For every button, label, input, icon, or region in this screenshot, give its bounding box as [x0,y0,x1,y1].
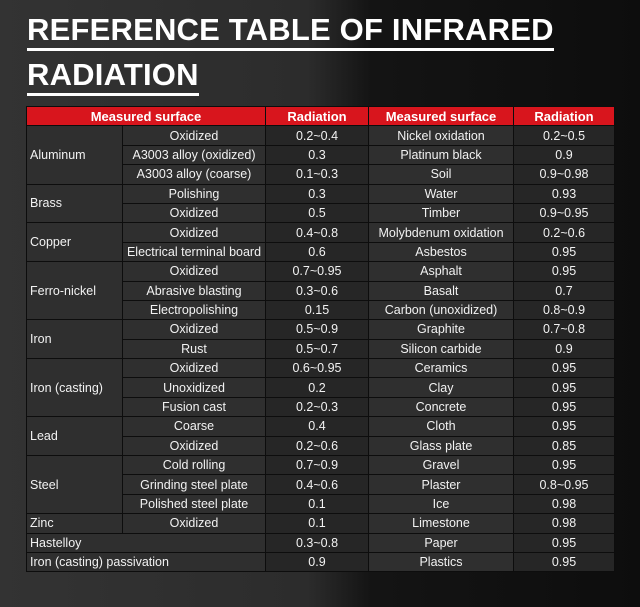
surface-cell: Limestone [369,514,514,533]
surface-cell: Oxidized [123,126,266,145]
surface-cell: Coarse [123,417,266,436]
radiation-cell: 0.1~0.3 [266,165,369,184]
radiation-cell: 0.9 [514,145,615,164]
surface-cell: Abrasive blasting [123,281,266,300]
material-cell: Ferro-nickel [27,262,123,320]
surface-cell: Glass plate [369,436,514,455]
radiation-cell: 0.3 [266,145,369,164]
material-cell: Aluminum [27,126,123,184]
surface-cell: Clay [369,378,514,397]
radiation-cell: 0.2~0.6 [514,223,615,242]
radiation-cell: 0.9 [514,339,615,358]
header-measured-surface-right: Measured surface [369,107,514,126]
radiation-cell: 0.95 [514,456,615,475]
radiation-reference-table [26,106,615,572]
radiation-cell: 0.95 [514,552,615,571]
surface-cell: Electrical terminal board [123,242,266,261]
radiation-cell: 0.4 [266,417,369,436]
radiation-cell: 0.7~0.8 [514,320,615,339]
radiation-cell: 0.5~0.9 [266,320,369,339]
material-cell: Brass [27,184,123,223]
page-title [27,10,554,100]
surface-cell: Grinding steel plate [123,475,266,494]
radiation-cell: 0.3~0.8 [266,533,369,552]
material-cell: Copper [27,223,123,262]
radiation-cell: 0.2~0.3 [266,397,369,416]
radiation-cell: 0.98 [514,494,615,513]
table-row [27,184,615,203]
header-radiation-right: Radiation [514,107,615,126]
radiation-cell: 0.3~0.6 [266,281,369,300]
radiation-cell: 0.95 [514,242,615,261]
surface-cell: Platinum black [369,145,514,164]
surface-cell: Cloth [369,417,514,436]
radiation-cell: 0.3 [266,184,369,203]
table-row [27,514,615,533]
table-row [27,320,615,339]
surface-cell: Oxidized [123,203,266,222]
surface-cell: Carbon (unoxidized) [369,300,514,319]
material-cell: Iron [27,320,123,359]
table-row [27,262,615,281]
surface-cell: Ceramics [369,359,514,378]
radiation-cell: 0.95 [514,262,615,281]
radiation-cell: 0.6 [266,242,369,261]
material-cell: Lead [27,417,123,456]
surface-cell: Ice [369,494,514,513]
surface-cell: Graphite [369,320,514,339]
radiation-cell: 0.95 [514,533,615,552]
material-cell: Iron (casting) [27,359,123,417]
radiation-cell: 0.9 [266,552,369,571]
radiation-cell: 0.5 [266,203,369,222]
radiation-cell: 0.2 [266,378,369,397]
radiation-cell: 0.8~0.95 [514,475,615,494]
radiation-cell: 0.95 [514,397,615,416]
surface-cell: Polished steel plate [123,494,266,513]
radiation-cell: 0.8~0.9 [514,300,615,319]
radiation-cell: 0.98 [514,514,615,533]
surface-cell: Paper [369,533,514,552]
surface-cell: Polishing [123,184,266,203]
surface-cell: Electropolishing [123,300,266,319]
surface-cell: Soil [369,165,514,184]
radiation-cell: 0.2~0.5 [514,126,615,145]
surface-cell: Oxidized [123,436,266,455]
surface-cell: Fusion cast [123,397,266,416]
surface-cell: Plastics [369,552,514,571]
surface-cell: Oxidized [123,320,266,339]
surface-cell: Oxidized [123,223,266,242]
table-row [27,456,615,475]
surface-cell: Oxidized [123,359,266,378]
material-cell: Steel [27,456,123,514]
radiation-cell: 0.5~0.7 [266,339,369,358]
material-cell: Iron (casting) passivation [27,552,266,571]
radiation-cell: 0.9~0.95 [514,203,615,222]
radiation-cell: 0.7 [514,281,615,300]
radiation-cell: 0.9~0.98 [514,165,615,184]
radiation-cell: 0.95 [514,378,615,397]
surface-cell: Nickel oxidation [369,126,514,145]
surface-cell: Concrete [369,397,514,416]
table-header-row [27,107,615,126]
surface-cell: Plaster [369,475,514,494]
radiation-cell: 0.93 [514,184,615,203]
surface-cell: Timber [369,203,514,222]
radiation-cell: 0.7~0.9 [266,456,369,475]
radiation-cell: 0.1 [266,514,369,533]
surface-cell: Water [369,184,514,203]
table-row [27,552,615,571]
surface-cell: Oxidized [123,262,266,281]
surface-cell: Oxidized [123,514,266,533]
radiation-cell: 0.95 [514,359,615,378]
surface-cell: A3003 alloy (coarse) [123,165,266,184]
table-row [27,223,615,242]
radiation-cell: 0.4~0.8 [266,223,369,242]
surface-cell: Silicon carbide [369,339,514,358]
header-measured-surface-left: Measured surface [27,107,266,126]
radiation-cell: 0.1 [266,494,369,513]
table-row [27,417,615,436]
title-line-1: REFERENCE TABLE OF INFRARED [27,12,554,51]
table-row [27,126,615,145]
surface-cell: Cold rolling [123,456,266,475]
table-row [27,359,615,378]
surface-cell: Asbestos [369,242,514,261]
radiation-cell: 0.85 [514,436,615,455]
header-radiation-left: Radiation [266,107,369,126]
radiation-cell: 0.95 [514,417,615,436]
table-row [27,533,615,552]
radiation-cell: 0.4~0.6 [266,475,369,494]
radiation-cell: 0.2~0.4 [266,126,369,145]
radiation-cell: 0.2~0.6 [266,436,369,455]
surface-cell: Molybdenum oxidation [369,223,514,242]
surface-cell: Gravel [369,456,514,475]
material-cell: Hastelloy [27,533,266,552]
radiation-cell: 0.7~0.95 [266,262,369,281]
surface-cell: Basalt [369,281,514,300]
title-line-2: RADIATION [27,57,199,96]
surface-cell: A3003 alloy (oxidized) [123,145,266,164]
radiation-cell: 0.15 [266,300,369,319]
surface-cell: Asphalt [369,262,514,281]
table-body [27,126,615,572]
material-cell: Zinc [27,514,123,533]
surface-cell: Rust [123,339,266,358]
radiation-cell: 0.6~0.95 [266,359,369,378]
surface-cell: Unoxidized [123,378,266,397]
